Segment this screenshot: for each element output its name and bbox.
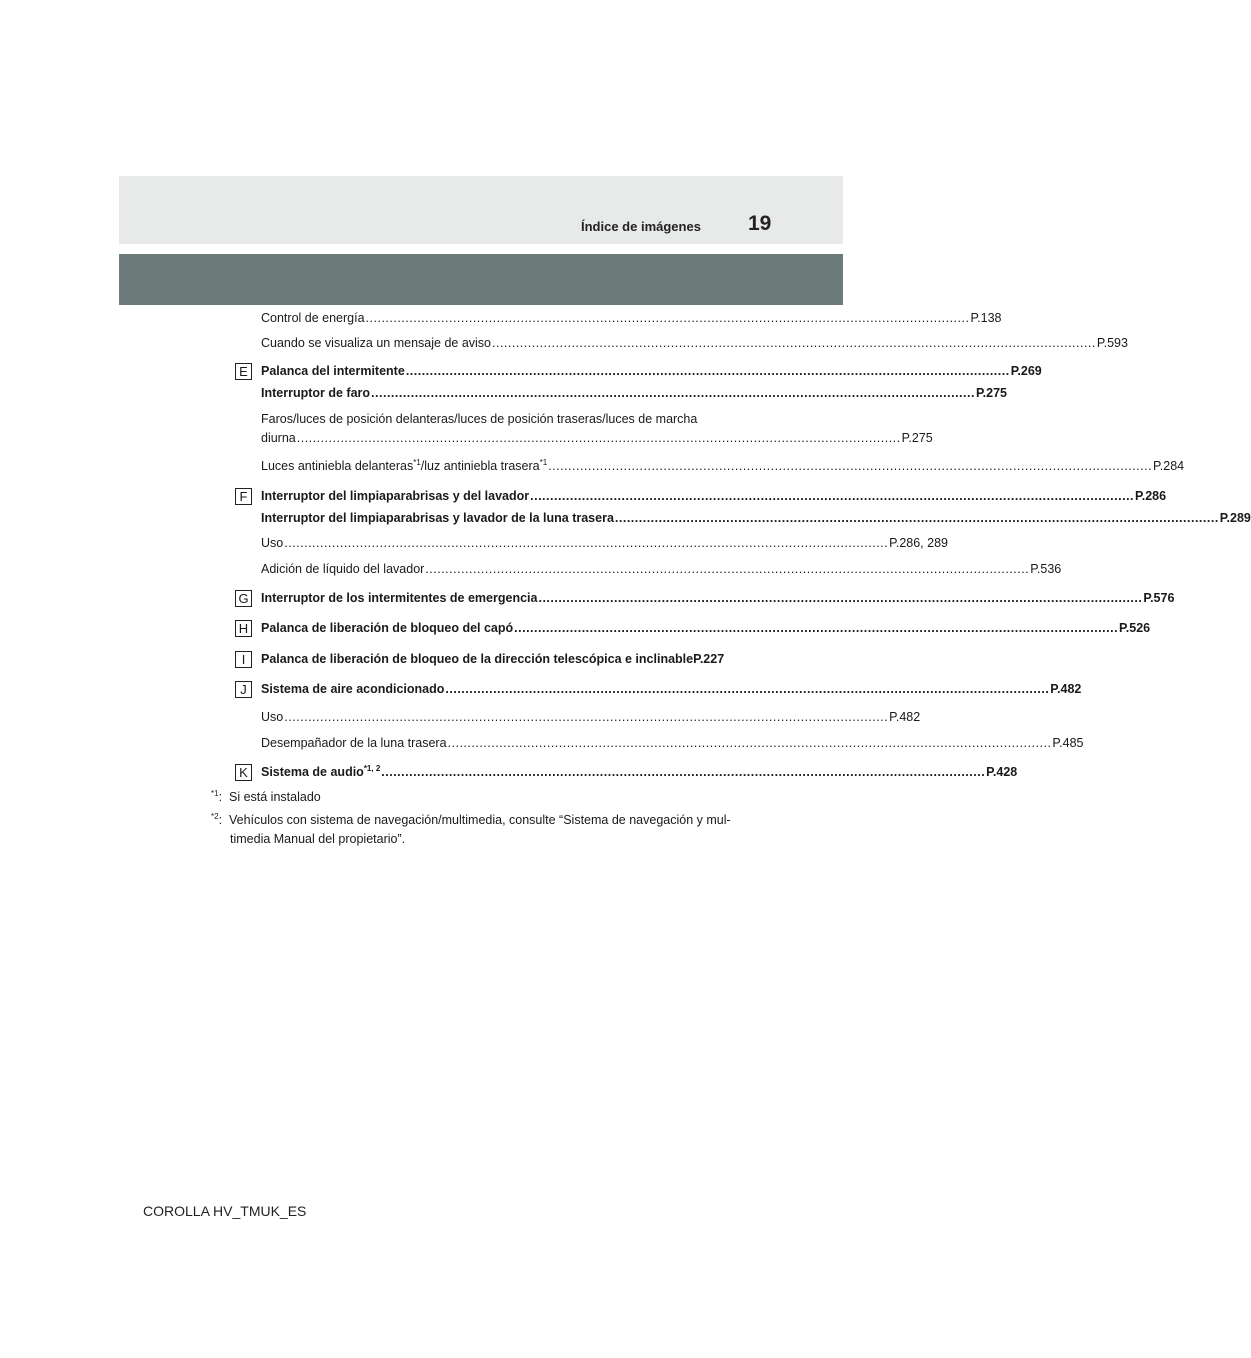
footnote: $^{*2}$: Vehículos con sistema de navegación/multimedia, consulte “Sistema de navegación y mul- <box>211 812 731 827</box>
page-ref: P.286, 289 <box>889 536 948 550</box>
index-entry[interactable]: Uso ........................................................................................................................................................ P.286, 289 <box>261 536 948 550</box>
section-letter-badge: I <box>235 651 252 668</box>
section-letter-badge: K <box>235 764 252 781</box>
index-entry[interactable]: Luces antiniebla delanteras$^{*1}$/luz antiniebla trasera$^{*1}$ ........................................................................................................................................................ P.284 <box>261 458 1185 473</box>
page-ref: P.284 <box>1153 459 1185 473</box>
footnote-continuation: timedia Manual del propietario”. <box>230 832 406 846</box>
section-letter-badge: E <box>235 363 252 380</box>
index-entry[interactable]: Control de energía ........................................................................................................................................................ P.138 <box>261 311 1002 325</box>
footnote: $^{*1}$: Si está instalado <box>211 789 321 804</box>
index-entry[interactable]: diurna ........................................................................................................................................................ P.275 <box>261 431 933 445</box>
index-entry[interactable]: Palanca del intermitente ........................................................................................................................................................ P.269 <box>261 364 1042 378</box>
page-ref: P.485 <box>1052 736 1084 750</box>
page-ref: P.286 <box>1135 489 1167 503</box>
page-ref: P.428 <box>986 765 1018 779</box>
index-entry[interactable]: Sistema de aire acondicionado ........................................................................................................................................................ P.482 <box>261 682 1082 696</box>
page-ref: P.227 <box>693 652 725 666</box>
index-entry[interactable]: Palanca de liberación de bloqueo del capó ........................................................................................................................................................ P.526 <box>261 621 1151 635</box>
header-band <box>119 254 843 305</box>
section-letter-badge: F <box>235 488 252 505</box>
section-letter-badge: H <box>235 620 252 637</box>
index-entry-line: Faros/luces de posición delanteras/luces de posición traseras/luces de marcha <box>261 412 698 426</box>
index-entry[interactable]: Palanca de liberación de bloqueo de la dirección telescópica e inclinable P.227 <box>261 652 725 666</box>
page-ref: P.289 <box>1219 511 1251 525</box>
index-entry[interactable]: Interruptor del limpiaparabrisas y lavador de la luna trasera ........................................................................................................................................................ P.289 <box>261 511 1251 525</box>
index-entry[interactable]: Adición de líquido del lavador ........................................................................................................................................................ P.536 <box>261 562 1062 576</box>
index-entry[interactable]: Sistema de audio$^{*1, 2}$ ........................................................................................................................................................ P.428 <box>261 764 1018 779</box>
section-letter-badge: G <box>235 590 252 607</box>
index-entry[interactable]: Cuando se visualiza un mensaje de aviso ........................................................................................................................................................ P.593 <box>261 336 1128 350</box>
page-number: 19 <box>748 212 772 235</box>
section-title: Índice de imágenes <box>581 219 701 234</box>
index-entry[interactable]: Desempañador de la luna trasera ........................................................................................................................................................ P.485 <box>261 736 1084 750</box>
page-ref: P.275 <box>975 386 1007 400</box>
index-entry[interactable]: Uso ........................................................................................................................................................ P.482 <box>261 710 921 724</box>
page-ref: P.526 <box>1119 621 1151 635</box>
page-ref: P.275 <box>901 431 933 445</box>
index-entry[interactable]: Interruptor de faro ........................................................................................................................................................ P.275 <box>261 386 1007 400</box>
index-entry[interactable]: Interruptor de los intermitentes de emergencia ........................................................................................................................................................ P.576 <box>261 591 1175 605</box>
page-ref: P.138 <box>970 311 1002 325</box>
page-ref: P.269 <box>1010 364 1042 378</box>
index-entry[interactable]: Interruptor del limpiaparabrisas y del lavador ........................................................................................................................................................ P.286 <box>261 489 1167 503</box>
page-ref: P.482 <box>889 710 921 724</box>
document-code: COROLLA HV_TMUK_ES <box>143 1203 307 1219</box>
header-top-bar <box>119 176 843 244</box>
page-ref: P.593 <box>1096 336 1128 350</box>
page-ref: P.482 <box>1050 682 1082 696</box>
page-ref: P.536 <box>1030 562 1062 576</box>
page-ref: P.576 <box>1143 591 1175 605</box>
section-letter-badge: J <box>235 681 252 698</box>
